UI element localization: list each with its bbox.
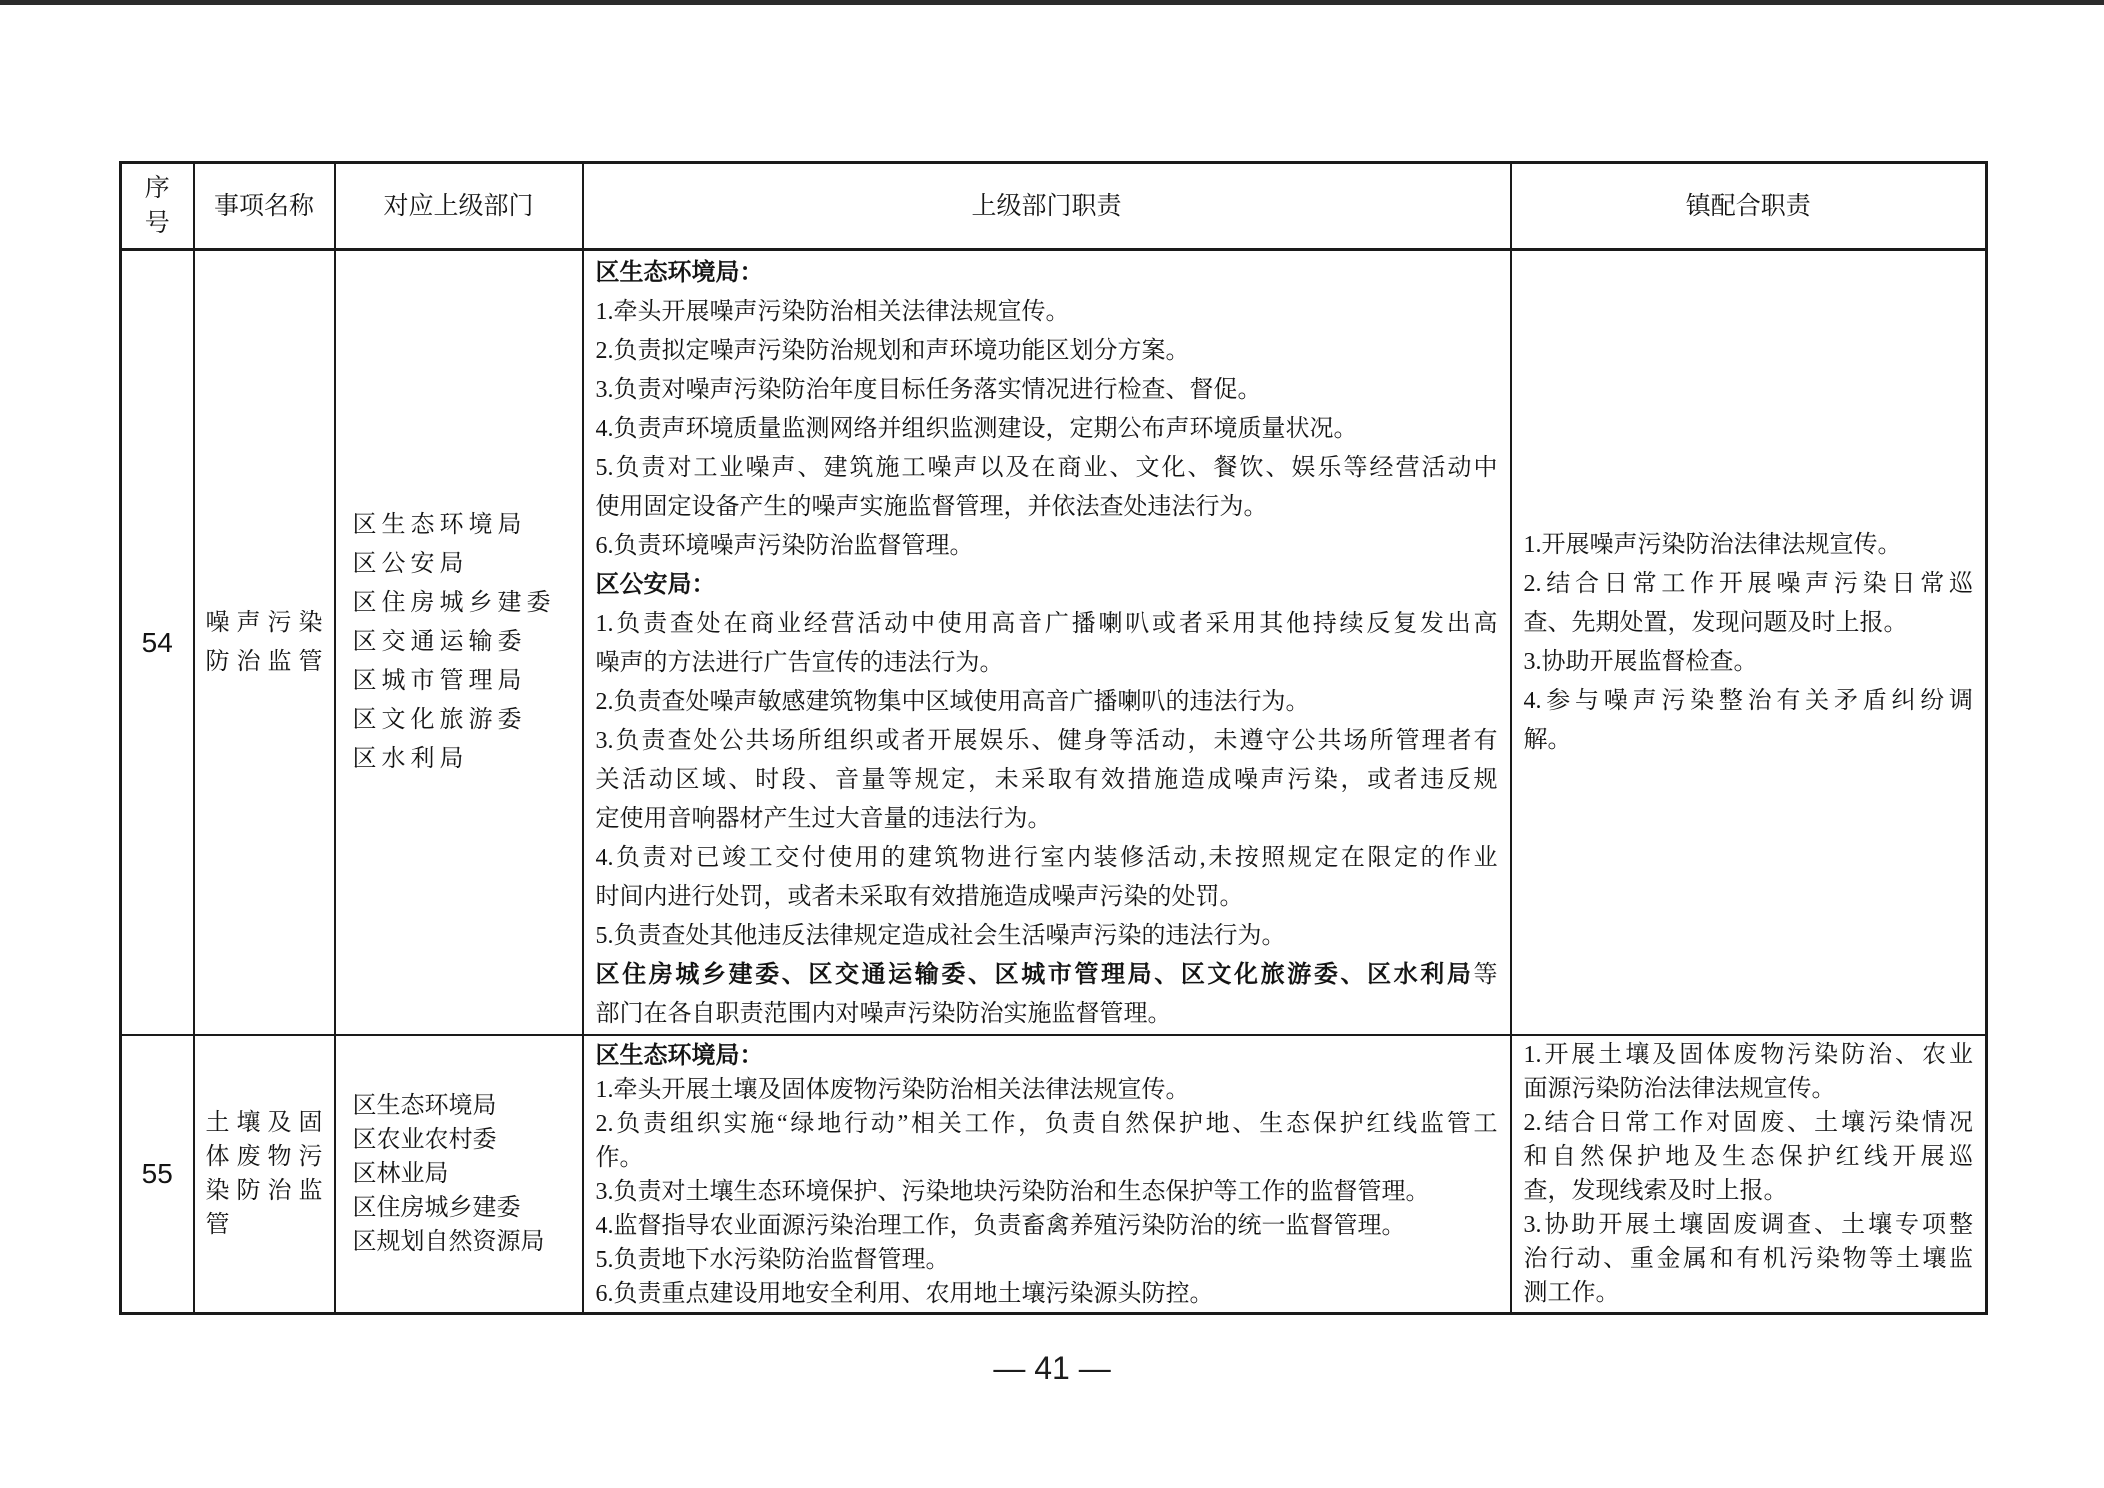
- duty-paragraph: [596, 956, 1498, 1034]
- table-row: [121, 1035, 1987, 1313]
- department-item: 区林业局: [352, 1160, 449, 1187]
- text-line: 5.负责地下水污染防治监督管理。: [595, 1247, 950, 1273]
- item-name-cell: [194, 1035, 335, 1313]
- duty-paragraph: [596, 1073, 1498, 1107]
- text-line: 2.负责查处噪声敏感建筑物集中区域使用高音广播喇叭的违法行为。: [595, 689, 1310, 715]
- text-line: 6.负责重点建设用地安全利用、农用地土壤污染源头防控。: [595, 1281, 1214, 1307]
- page-number: — 41 —: [993, 1350, 1111, 1386]
- serial-number: 55: [141, 1157, 173, 1189]
- text-line: 3.负责对噪声污染防治年度目标任务落实情况进行检查、督促。: [595, 377, 1262, 403]
- town-duties-cell: [1511, 250, 1987, 1036]
- department-item: 区城市管理局: [352, 668, 527, 694]
- column-header-superior-duties: [583, 163, 1511, 250]
- text-line: 6.负责环境噪声污染防治监督管理。: [595, 533, 974, 559]
- superior-departments-cell: [335, 250, 583, 1036]
- column-header-label: 上级部门职责: [971, 192, 1122, 220]
- duty-paragraph: [1524, 643, 1974, 682]
- serial-cell: [121, 1035, 194, 1313]
- duty-paragraph: [596, 1175, 1498, 1209]
- text-line: 2.结合日常工作开展噪声污染日常巡: [1523, 570, 1973, 597]
- serial-cell: [121, 250, 194, 1036]
- text-line: 区生态环境局：: [595, 1043, 764, 1069]
- duty-paragraph: [1524, 565, 1974, 643]
- text-line: 土壤及固: [205, 1109, 323, 1136]
- text-line: 区生态环境局：: [595, 260, 764, 286]
- duty-paragraph: [596, 1209, 1498, 1243]
- text-line: 防治监管: [205, 648, 323, 675]
- department-item: 区交通运输委: [352, 629, 527, 655]
- superior-departments-cell: [335, 1035, 583, 1313]
- text-line: 3.负责查处公共场所组织或者开展娱乐、健身等活动，未遵守公共场所管理者有: [595, 728, 1498, 754]
- text-line: 查、先期处置，发现问题及时上报。: [1523, 609, 1908, 636]
- plain-text: 等: [1473, 962, 1498, 988]
- superior-duties-cell: [583, 1035, 1511, 1313]
- text-line: 管: [205, 1211, 230, 1238]
- duty-paragraph: [596, 566, 1498, 605]
- text-line: 区公安局：: [595, 572, 716, 598]
- duty-paragraph: [596, 332, 1498, 371]
- text-line: 4.监督指导农业面源污染治理工作，负责畜禽养殖污染防治的统一监督管理。: [595, 1213, 1406, 1239]
- column-header-serial: [121, 163, 194, 250]
- header-row: [121, 163, 1987, 250]
- superior-duties-cell: [583, 250, 1511, 1036]
- text-line: 和自然保护地及生态保护红线开展巡: [1523, 1143, 1973, 1170]
- column-header-superior-departments: [335, 163, 583, 250]
- text-line: 5.负责查处其他违反法律规定造成社会生活噪声污染的违法行为。: [595, 923, 1286, 949]
- column-header-item-name: [194, 163, 335, 250]
- text-line: [596, 956, 1498, 995]
- text-line: 1.开展噪声污染防治法律法规宣传。: [1523, 531, 1902, 558]
- text-line: 5.负责对工业噪声、建筑施工噪声以及在商业、文化、餐饮、娱乐等经营活动中: [595, 455, 1498, 481]
- text-line: 4.负责对已竣工交付使用的建筑物进行室内装修活动,未按照规定在限定的作业: [595, 845, 1498, 871]
- department-item: 区生态环境局: [352, 512, 527, 538]
- item-name-cell: [194, 250, 335, 1036]
- text-line: 3.协助开展土壤固废调查、土壤专项整: [1523, 1211, 1973, 1238]
- duty-paragraph: [596, 1039, 1498, 1073]
- duty-paragraph: [596, 254, 1498, 293]
- text-line: 1.开展土壤及固体废物污染防治、农业: [1523, 1041, 1973, 1068]
- duty-paragraph: [596, 410, 1498, 449]
- text-line: 作。: [595, 1145, 644, 1171]
- text-line: 查，发现线索及时上报。: [1523, 1177, 1788, 1204]
- department-item: 区住房城乡建委: [352, 590, 556, 616]
- text-line: 3.协助开展监督检查。: [1523, 648, 1758, 675]
- department-item: 区生态环境局: [352, 1092, 497, 1119]
- column-header-label: 序号: [144, 175, 170, 237]
- responsibility-table: [119, 161, 1988, 1315]
- duty-paragraph: [1524, 1106, 1974, 1208]
- duty-paragraph: [596, 917, 1498, 956]
- text-line: 1.负责查处在商业经营活动中使用高音广播喇叭或者采用其他持续反复发出高: [595, 611, 1498, 637]
- text-line: 解。: [1523, 726, 1572, 753]
- column-header-label: 事项名称: [213, 192, 314, 220]
- text-line: 噪声的方法进行广告宣传的违法行为。: [595, 650, 1004, 676]
- text-line: 噪声污染: [205, 609, 323, 636]
- department-item: 区水利局: [352, 746, 469, 772]
- duty-paragraph: [596, 683, 1498, 722]
- text-line: 4.负责声环境质量监测网络并组织监测建设，定期公布声环境质量状况。: [595, 416, 1358, 442]
- text-line: 时间内进行处罚，或者未采取有效措施造成噪声污染的处罚。: [595, 884, 1244, 910]
- text-line: 2.负责拟定噪声污染防治规划和声环境功能区划分方案。: [595, 338, 1190, 364]
- duty-paragraph: [1524, 682, 1974, 760]
- department-item: 区住房城乡建委: [352, 1194, 521, 1221]
- duty-paragraph: [1524, 526, 1974, 565]
- text-line: 1.牵头开展噪声污染防治相关法律法规宣传。: [595, 299, 1070, 325]
- text-line: 4.参与噪声污染整治有关矛盾纠纷调: [1523, 687, 1973, 714]
- duty-paragraph: [596, 839, 1498, 917]
- column-header-label: 镇配合职责: [1685, 192, 1811, 220]
- duty-paragraph: [596, 293, 1498, 332]
- duty-paragraph: [1524, 1038, 1974, 1106]
- text-line: 2.结合日常工作对固废、土壤污染情况: [1523, 1109, 1973, 1136]
- text-line: 体废物污: [205, 1143, 323, 1170]
- text-line: 定使用音响器材产生过大音量的违法行为。: [595, 806, 1052, 832]
- text-line: 1.牵头开展土壤及固体废物污染防治相关法律法规宣传。: [595, 1077, 1190, 1103]
- text-line: 测工作。: [1523, 1279, 1620, 1306]
- duty-paragraph: [596, 527, 1498, 566]
- column-header-town-duties: [1511, 163, 1987, 250]
- department-item: 区农业农村委: [352, 1126, 497, 1153]
- text-line: 面源污染防治法律法规宣传。: [1523, 1075, 1836, 1102]
- bold-text: 区住房城乡建委、区交通运输委、区城市管理局、区文化旅游委、区水利局: [595, 962, 1474, 988]
- table-row: [121, 250, 1987, 1036]
- duty-paragraph: [596, 722, 1498, 839]
- page-top-border: [0, 0, 2104, 5]
- column-header-label: 对应上级部门: [383, 192, 534, 220]
- text-line: 2.负责组织实施“绿地行动”相关工作，负责自然保护地、生态保护红线监管工: [595, 1111, 1498, 1137]
- text-line: 关活动区域、时段、音量等规定，未采取有效措施造成噪声污染，或者违反规: [595, 767, 1498, 793]
- duty-paragraph: [596, 1243, 1498, 1277]
- department-item: 区公安局: [352, 551, 469, 577]
- text-line: 部门在各自职责范围内对噪声污染防治实施监督管理。: [595, 1001, 1172, 1027]
- duty-paragraph: [596, 1277, 1498, 1311]
- duty-paragraph: [596, 371, 1498, 410]
- text-line: 染防治监: [205, 1177, 323, 1204]
- duty-paragraph: [596, 605, 1498, 683]
- department-item: 区规划自然资源局: [352, 1228, 545, 1255]
- text-line: 使用固定设备产生的噪声实施监督管理，并依法查处违法行为。: [595, 494, 1268, 520]
- text-line: 3.负责对土壤生态环境保护、污染地块污染防治和生态保护等工作的监督管理。: [595, 1179, 1430, 1205]
- serial-number: 54: [141, 626, 173, 658]
- duty-paragraph: [596, 1107, 1498, 1175]
- duty-paragraph: [596, 449, 1498, 527]
- text-line: 治行动、重金属和有机污染物等土壤监: [1523, 1245, 1973, 1272]
- department-item: 区文化旅游委: [352, 707, 527, 733]
- duty-paragraph: [1524, 1208, 1974, 1310]
- town-duties-cell: [1511, 1035, 1987, 1313]
